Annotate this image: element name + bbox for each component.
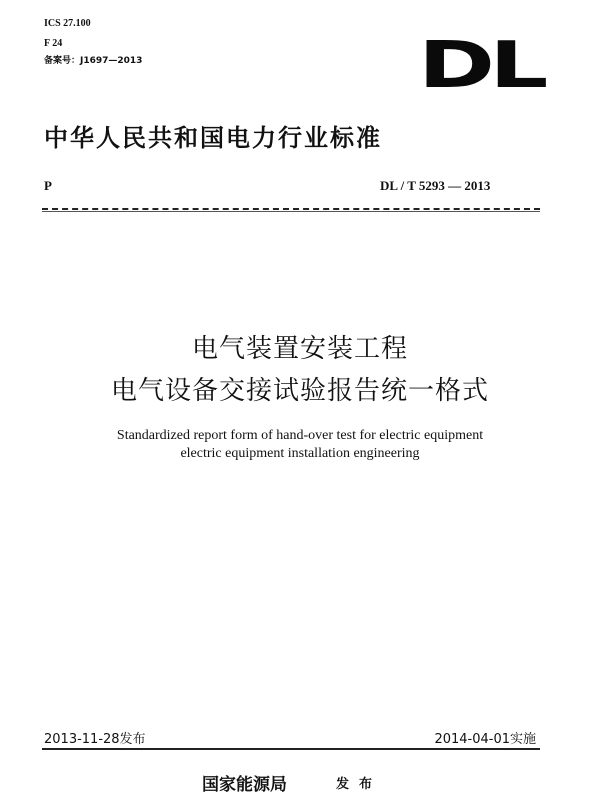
title-en-line1: Standardized report form of hand-over test for electric equipment: [116, 428, 484, 443]
filing-number: 备案号：J1697—2013: [44, 56, 143, 66]
footer-divider: [42, 748, 540, 750]
publish-label-char-1: 发: [336, 777, 350, 792]
standard-number: DL / T 5293 — 2013: [380, 178, 491, 193]
standard-type-title: 中华人民共和国电力行业标准: [44, 124, 382, 152]
header-divider-thin: [42, 211, 540, 212]
header-divider: [42, 208, 540, 210]
issue-date: 2013-11-28发布: [44, 732, 146, 747]
publish-label-char-2: 布: [359, 777, 373, 792]
standard-category: P: [44, 178, 52, 193]
publisher-name: 国家能源局: [202, 775, 287, 795]
implementation-date: 2014-04-01实施: [434, 732, 536, 747]
title-en-line2: electric equipment installation engineering: [180, 446, 420, 461]
dl-logo: DL: [418, 29, 543, 103]
clc-code: F 24: [44, 38, 63, 49]
title-cn-line2: 电气设备交接试验报告统一格式: [110, 376, 489, 406]
ics-code: ICS 27.100: [44, 18, 91, 29]
title-cn-line1: 电气装置安装工程: [191, 334, 408, 364]
publish-label: [336, 773, 382, 792]
